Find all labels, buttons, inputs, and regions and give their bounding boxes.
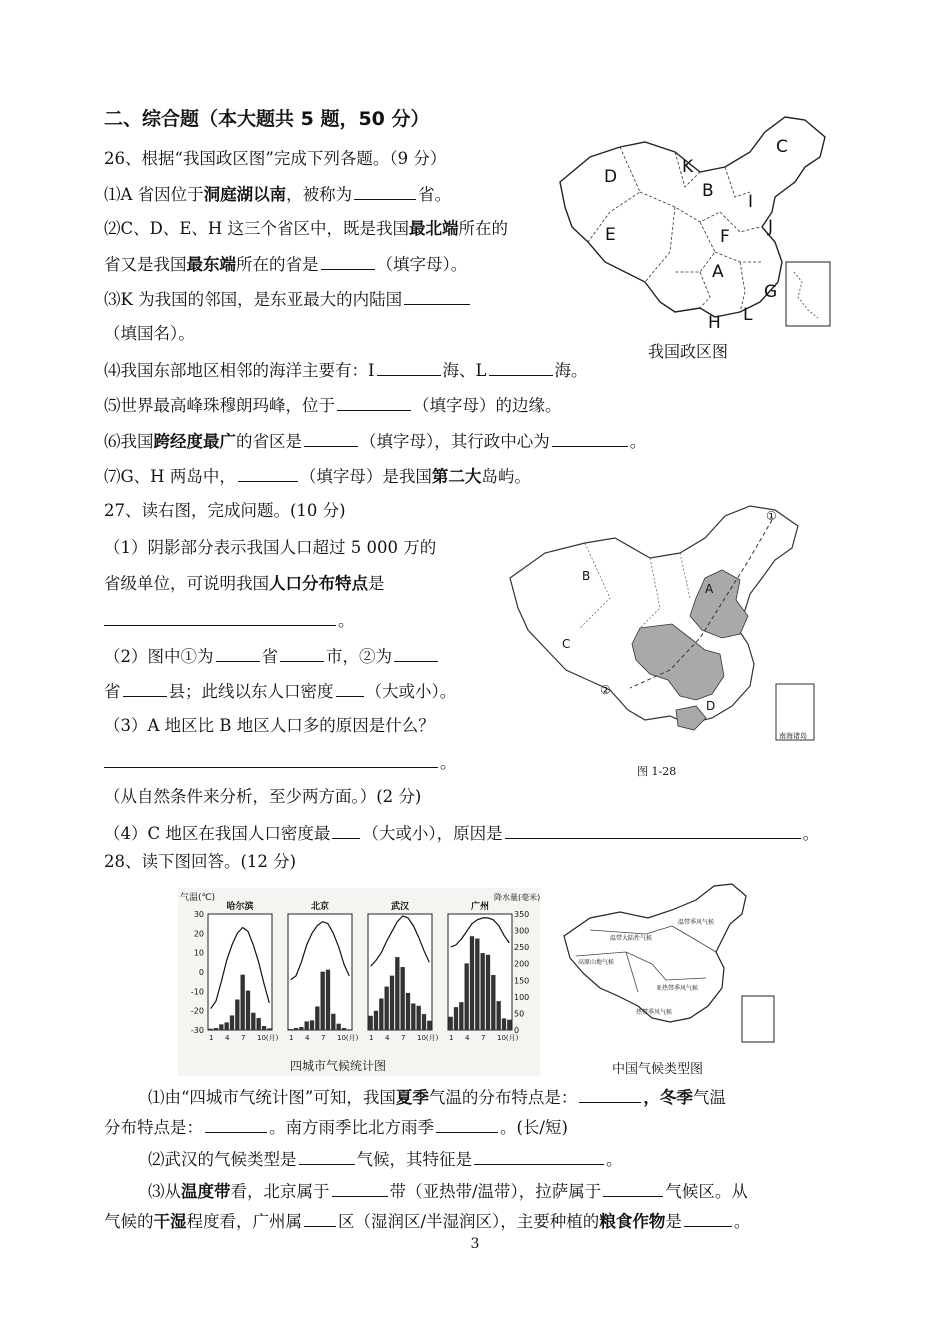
- city-panel: [368, 900, 439, 1042]
- answer-blank[interactable]: [280, 645, 324, 662]
- answer-blank[interactable]: [104, 609, 336, 626]
- q26-7: ⑺G、H 两岛中， （填字母）是我国第二大岛屿。: [104, 467, 531, 486]
- section-title: 二、综合题（本大题共 5 题，50 分）: [104, 108, 430, 130]
- precip-bar: [395, 957, 399, 1030]
- map-label: J: [768, 217, 774, 237]
- answer-blank[interactable]: [304, 1210, 336, 1227]
- china-climate-type-map: [556, 880, 782, 1048]
- month-tick-label: 7: [401, 1034, 406, 1042]
- city-name: 广州: [470, 902, 490, 912]
- q26-2-line2: 省又是我国最东端所在的省是 （填字母）。: [104, 255, 468, 274]
- q26-4: ⑷我国东部地区相邻的海洋主要有：I 海、L 海。: [104, 361, 588, 380]
- q28-1-line1: ⑴由“四城市气统计图”可知，我国夏季气温的分布特点是： ，冬季气温: [148, 1088, 726, 1107]
- precip-bar: [491, 975, 495, 1030]
- y-axis-left-label: 气温(℃): [180, 893, 216, 903]
- q27-3-line2: 。: [104, 751, 457, 774]
- precip-bar: [481, 953, 485, 1030]
- precip-bar: [411, 1003, 415, 1030]
- map-label: I: [748, 192, 754, 212]
- q26-3-line1: ⑶K 为我国的邻国，是东亚最大的内陆国: [104, 288, 472, 311]
- precip-bar: [379, 999, 383, 1030]
- precip-bar: [502, 1018, 506, 1030]
- precip-bar: [342, 1028, 346, 1030]
- precip-tick-label: 0: [514, 1026, 520, 1035]
- q27-1-line1: （1）阴影部分表示我国人口超过 5 000 万的: [104, 538, 437, 557]
- q26-5: ⑸世界最高峰珠穆朗玛峰，位于 （填字母）的边缘。: [104, 396, 562, 415]
- map-label: A: [712, 262, 724, 282]
- precip-bar: [385, 987, 389, 1030]
- answer-blank[interactable]: [299, 1148, 355, 1165]
- precip-bar: [267, 1028, 271, 1030]
- map-label: ②: [600, 683, 611, 697]
- answer-blank[interactable]: [332, 822, 360, 839]
- answer-blank[interactable]: [123, 680, 167, 697]
- q28-stem: 28、读下图回答。(12 分): [104, 852, 297, 871]
- fig-caption: 图 1-28: [637, 765, 677, 778]
- precip-bar: [422, 1014, 426, 1030]
- precip-bar: [465, 963, 469, 1030]
- map-label: ①: [766, 509, 777, 523]
- map-label: E: [605, 225, 616, 245]
- precip-tick-label: 300: [514, 926, 530, 936]
- map-label: B: [702, 181, 714, 201]
- precip-bar: [230, 1015, 234, 1030]
- precip-bar: [310, 1020, 314, 1030]
- q26-3-line2: （填国名）。: [104, 324, 195, 343]
- answer-blank[interactable]: [489, 359, 553, 376]
- month-tick-label: 10(月): [337, 1034, 359, 1042]
- chart-caption: 四城市气候统计图: [290, 1059, 387, 1073]
- q27-4: （4）C 地区在我国人口密度最 （大或小），原因是 。: [104, 824, 820, 843]
- precip-bar: [289, 1029, 293, 1030]
- temp-tick-label: 30: [193, 910, 204, 919]
- precip-bar: [369, 1016, 373, 1030]
- precip-bar: [315, 1006, 319, 1030]
- q27-2-line1: （2）图中①为 省 市，②为: [104, 645, 440, 668]
- precip-bar: [294, 1028, 298, 1030]
- precip-bar: [321, 972, 325, 1030]
- precip-bar: [401, 967, 405, 1030]
- precip-bar: [427, 1021, 431, 1030]
- precip-bar: [251, 1013, 255, 1030]
- precip-bar: [326, 970, 330, 1030]
- precip-bar: [497, 1001, 501, 1030]
- precip-bar: [486, 955, 490, 1030]
- map-caption: 我国政区图: [648, 342, 729, 361]
- q26-2-line1: ⑵C、D、E、H 这三个省区中，既是我国最北端所在的: [104, 219, 509, 238]
- precip-bar: [454, 1007, 458, 1030]
- q26-stem: 26、根据“我国政区图”完成下列各题。（9 分）: [104, 149, 447, 168]
- map-label: D: [706, 699, 716, 713]
- month-tick-label: 10(月): [257, 1034, 279, 1042]
- precip-tick-label: 250: [514, 943, 530, 953]
- q26-1: ⑴A 省因位于洞庭湖以南，被称为 省。: [104, 185, 452, 204]
- temp-tick-label: 20: [193, 929, 204, 939]
- precip-bar: [507, 1020, 511, 1030]
- q27-1-line3: 。: [104, 609, 355, 632]
- city-panel: [208, 900, 279, 1042]
- precip-bar: [305, 1021, 309, 1030]
- month-tick-label: 10(月): [497, 1034, 519, 1042]
- four-city-climate-chart: [178, 888, 540, 1076]
- city-name: 武汉: [390, 902, 410, 912]
- precip-bar: [209, 1029, 213, 1030]
- precip-bar: [225, 1022, 229, 1030]
- month-tick-label: 1: [369, 1034, 374, 1042]
- month-tick-label: 4: [225, 1034, 230, 1042]
- precip-bar: [406, 993, 410, 1030]
- answer-blank[interactable]: [394, 645, 438, 662]
- china-political-map: [550, 112, 840, 332]
- map-label: G: [764, 282, 778, 302]
- map-label: B: [582, 569, 591, 583]
- answer-blank[interactable]: [304, 430, 358, 447]
- climate-label: 亚热带季风气候: [656, 985, 699, 992]
- answer-blank[interactable]: [579, 1086, 641, 1103]
- month-tick-label: 4: [465, 1034, 470, 1042]
- map-label: D: [604, 167, 618, 187]
- precip-tick-label: 350: [514, 910, 530, 919]
- answer-blank[interactable]: [332, 1180, 388, 1197]
- climate-map-caption: 中国气候类型图: [612, 1062, 704, 1077]
- map-label: A: [705, 582, 714, 596]
- temp-tick-label: 0: [198, 968, 204, 977]
- precip-bar: [470, 936, 474, 1030]
- temp-tick-label: -20: [190, 1006, 204, 1016]
- precip-bar: [331, 1014, 335, 1030]
- month-tick-label: 10(月): [417, 1034, 439, 1042]
- population-map: [500, 498, 830, 748]
- precip-tick-label: 150: [514, 976, 530, 986]
- climate-label: 热带季风气候: [636, 1009, 673, 1016]
- month-tick-label: 7: [481, 1034, 486, 1042]
- precip-bar: [459, 1002, 463, 1030]
- map-label: C: [776, 137, 788, 157]
- q27-3-line3: （从自然条件来分析，至少两方面。）(2 分): [104, 787, 422, 806]
- q27-stem: 27、读右图，完成问题。(10 分): [104, 501, 346, 520]
- city-panel: [448, 900, 519, 1042]
- page-number: 3: [470, 1236, 480, 1252]
- answer-blank[interactable]: [684, 1210, 732, 1227]
- precip-bar: [449, 1017, 453, 1030]
- temp-tick-label: -30: [190, 1026, 204, 1035]
- month-tick-label: 1: [289, 1034, 294, 1042]
- precip-bar: [337, 1024, 341, 1030]
- month-tick-label: 1: [449, 1034, 454, 1042]
- precip-bar: [214, 1028, 218, 1030]
- precip-bar: [417, 1006, 421, 1030]
- map-label: C: [562, 637, 571, 651]
- map-label: K: [682, 157, 694, 177]
- answer-blank[interactable]: [321, 253, 375, 270]
- answer-blank[interactable]: [205, 1116, 267, 1133]
- precip-bar: [299, 1027, 303, 1030]
- precip-bar: [219, 1024, 223, 1030]
- climate-label: 温带大陆性气候: [610, 935, 653, 942]
- answer-blank[interactable]: [238, 465, 298, 482]
- answer-blank[interactable]: [377, 359, 441, 376]
- y-axis-right-label: 降水量(毫米): [494, 893, 540, 902]
- q28-2: ⑵武汉的气候类型是 气候，其特征是 。: [148, 1150, 623, 1169]
- inset-label: 南海诸岛: [779, 732, 807, 740]
- panel-frame: [208, 914, 272, 1030]
- month-tick-label: 4: [385, 1034, 390, 1042]
- answer-blank[interactable]: [552, 430, 628, 447]
- answer-blank[interactable]: [216, 645, 260, 662]
- month-tick-label: 4: [305, 1034, 310, 1042]
- climate-label: 高原山地气候: [578, 959, 615, 966]
- precip-tick-label: 100: [514, 992, 530, 1002]
- month-tick-label: 7: [241, 1034, 246, 1042]
- answer-blank[interactable]: [337, 394, 411, 411]
- q27-3-line1: （3）A 地区比 B 地区人口多的原因是什么？: [104, 716, 435, 735]
- climate-label: 温带季风气候: [678, 919, 715, 926]
- city-name: 哈尔滨: [226, 902, 254, 912]
- answer-blank[interactable]: [404, 288, 470, 305]
- month-tick-label: 1: [209, 1034, 214, 1042]
- precip-bar: [390, 976, 394, 1030]
- q26-6: ⑹我国跨经度最广的省区是 （填字母），其行政中心为 。: [104, 432, 647, 451]
- map-label: H: [708, 313, 721, 332]
- precip-tick-label: 50: [514, 1009, 525, 1019]
- precip-bar: [235, 1000, 239, 1030]
- temp-tick-label: 10: [193, 948, 204, 958]
- answer-blank[interactable]: [436, 1116, 498, 1133]
- q27-1-line2: 省级单位，可说明我国人口分布特点是: [104, 574, 385, 593]
- precip-bar: [241, 975, 245, 1030]
- precip-bar: [347, 1029, 351, 1030]
- answer-blank[interactable]: [104, 751, 438, 768]
- month-tick-label: 7: [321, 1034, 326, 1042]
- q27-2-line2: 省 县；此线以东人口密度 （大或小）。: [104, 682, 457, 701]
- city-name: 北京: [310, 902, 330, 912]
- city-panel: [288, 900, 359, 1042]
- precip-bar: [262, 1026, 266, 1030]
- precip-bar: [257, 1018, 261, 1030]
- precip-bar: [246, 991, 250, 1030]
- precip-tick-label: 200: [514, 959, 530, 969]
- answer-blank[interactable]: [474, 1148, 604, 1165]
- map-label: L: [743, 305, 753, 325]
- answer-blank[interactable]: [505, 822, 801, 839]
- answer-blank[interactable]: [603, 1180, 663, 1197]
- temp-tick-label: -10: [190, 987, 204, 997]
- q28-3-line2: 气候的干湿程度看，广州属 区（湿润区/半湿润区），主要种植的粮食作物是 。: [104, 1212, 751, 1231]
- precip-bar: [475, 939, 479, 1030]
- q28-1-line2: 分布特点是： 。南方雨季比北方雨季 。(长/短): [104, 1118, 568, 1137]
- precip-bar: [374, 1011, 378, 1030]
- answer-blank[interactable]: [336, 680, 364, 697]
- map-label: F: [720, 227, 730, 247]
- answer-blank[interactable]: [354, 183, 416, 200]
- q28-3-line1: ⑶从温度带看，北京属于 带（亚热带/温带），拉萨属于 气候区。从: [148, 1182, 748, 1201]
